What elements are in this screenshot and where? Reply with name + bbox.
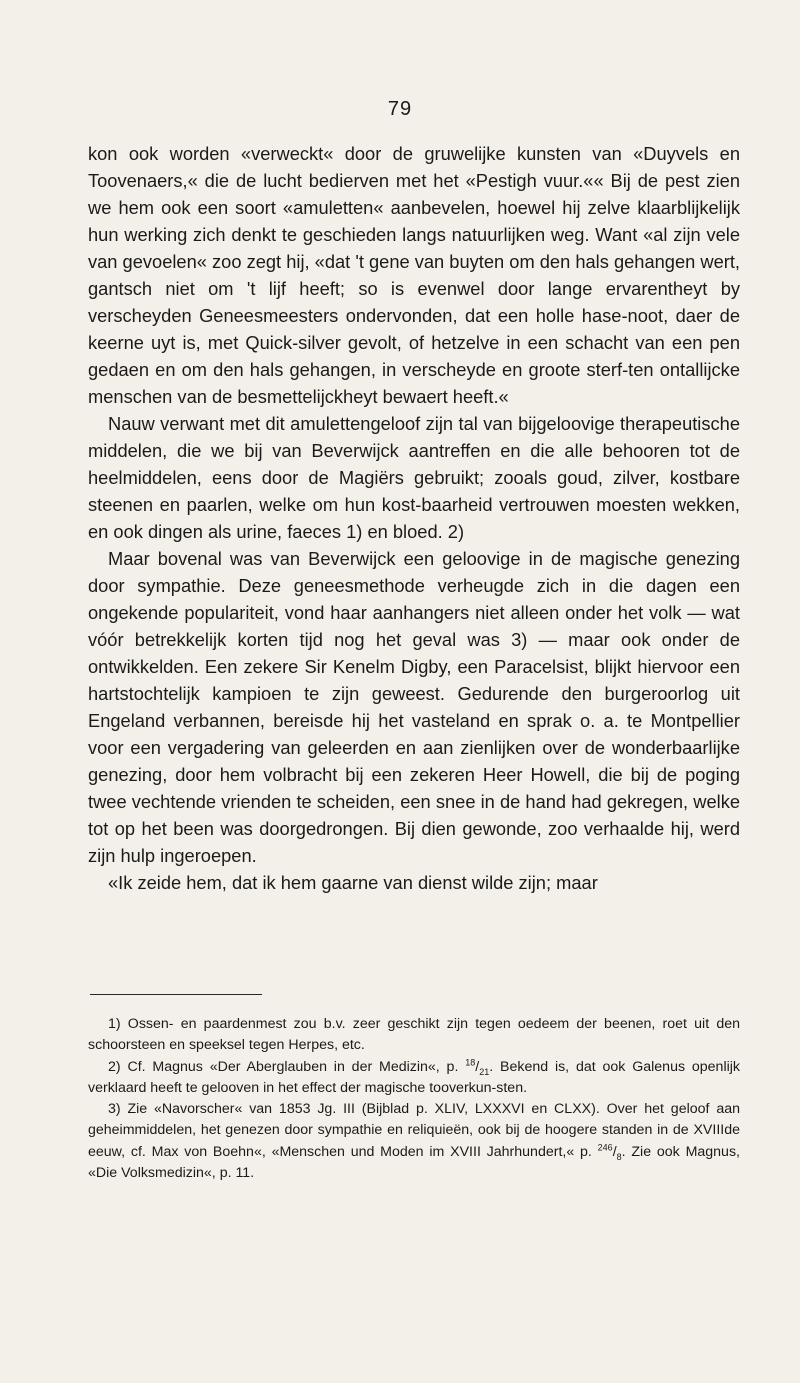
footnote-text: . Zie ook Magnus, «Die Volksmedizin«, p. 11. — [88, 1143, 740, 1182]
fraction-numerator: 18 — [465, 1056, 476, 1067]
body-text — [88, 140, 740, 896]
footnote-1: 1) Ossen- en paardenmest zou b.v. zeer geschikt zijn tegen oedeem der beenen, roet uit den schoorsteen en speeksel tegen Herpes, etc. — [88, 1016, 740, 1054]
footnote-3: 3) Zie «Navorscher« van 1853 Jg. III (Bijblad p. XLIV, LXXXVI en CLXX). Over het geloof aan geheimmiddelen, het genezen door sympathie en reliquieën, ook bij de hoogere standen in de XVIIIde eeuw, cf. Max von Boehn«, «Menschen und Moden im XVIII Jahrhundert,« p. $^{246}/_8$. Zie ook Magnus, «Die Volksmedizin«, p. 11. — [88, 1101, 740, 1182]
page-number: 79 — [387, 98, 413, 120]
footnote-text: 2) Cf. Magnus «Der Aberglauben in der Medizin«, p. — [108, 1058, 466, 1075]
paragraph: kon ook worden «verweckt« door de gruwelijke kunsten van «Duyvels en Toovenaers,« die de lucht bedierven met het «Pestigh vuur.«« Bij de pest zien we hem ook een soort «amuletten« aanbevelen, hoewel hij zelve klaarblijkelijk hun werking zich denkt te geschieden langs natuurlijken weg. Want «al zijn vele van gevoelen« zoo zegt hij, «dat 't gene van buyten om den hals gehangen wert, gantsch niet om 't lijf heeft; so is evenwel door lange ervarentheyt by verscheyden Geneesmeesters ondervonden, dat een holle hase-noot, daer de keerne uyt is, met Quick-silver gevolt, of hetzelve in een schacht van een pen gedaen en om den hals gehangen, in verscheyde en groote sterf-ten ontallijcke menschen van de besmettelijckheyt bewaert heeft.« — [88, 143, 740, 407]
footnotes — [88, 1014, 740, 1184]
footnote-2: 2) Cf. Magnus «Der Aberglauben in der Medizin«, p. $^{18}/_{21}$. Bekend is, dat ook Galenus openlijk verklaard heeft te gelooven in het effect der magische tooverkun-sten. — [88, 1056, 740, 1096]
paragraph: Maar bovenal was van Beverwijck een geloovige in de magische genezing door sympathie. Deze geneesmethode verheugde zich in die dagen een ongekende populariteit, vond haar aanhangers niet alleen onder het volk — wat vóór betrekkelijk korten tijd nog het geval was 3) — maar ook onder de ontwikkelden. Een zekere Sir Kenelm Digby, een Paracelsist, blijkt hiervoor een hartstochtelijk kampioen te zijn geweest. Gedurende den burgeroorlog uit Engeland verbannen, bereisde hij het vasteland en sprak o. a. te Montpellier voor een vergadering van geleerden en aan zienlijken over de wonderbaarlijke genezing, door hem volbracht bij een zekeren Heer Howell, die bij de poging twee vechtende vrienden te scheiden, een snee in de hand had gekregen, welke tot op het been was doorgedrongen. Bij dien gewonde, zoo verhaalde hij, werd zijn hulp ingeroepen. — [88, 548, 740, 866]
paragraph: «Ik zeide hem, dat ik hem gaarne van dienst wilde zijn; maar — [108, 872, 598, 893]
footnote-text: . Bekend is, dat ook Galenus openlijk verklaard heeft te gelooven in het effect der magische tooverkun-sten. — [88, 1058, 740, 1096]
fraction-numerator: 246 — [597, 1142, 613, 1153]
paragraph: Nauw verwant met dit amulettengeloof zijn tal van bijgeloovige therapeutische middelen, die we bij van Beverwijck aantreffen en die alle behooren tot de heelmiddelen, eens door de Magiërs gebruikt; zooals goud, zilver, kostbare steenen en paarlen, welke om hun kost-baarheid vertrouwen moesten wekken, en ook dingen als urine, faeces 1) en bloed. 2) — [88, 413, 740, 542]
footnote-divider — [90, 994, 262, 995]
fraction-denominator: 8 — [616, 1151, 622, 1162]
fraction-denominator: 21 — [479, 1066, 490, 1077]
footnote-text: 3) Zie «Navorscher« van 1853 Jg. III (Bijblad p. XLIV, LXXXVI en CLXX). Over het geloof aan geheimmiddelen, het genezen door sympathie en reliquieën, ook bij de hoogere standen in de XVIIIde eeuw, cf. Max von Boehn«, «Menschen und Moden im XVIII Jahrhundert,« p. — [88, 1101, 740, 1160]
